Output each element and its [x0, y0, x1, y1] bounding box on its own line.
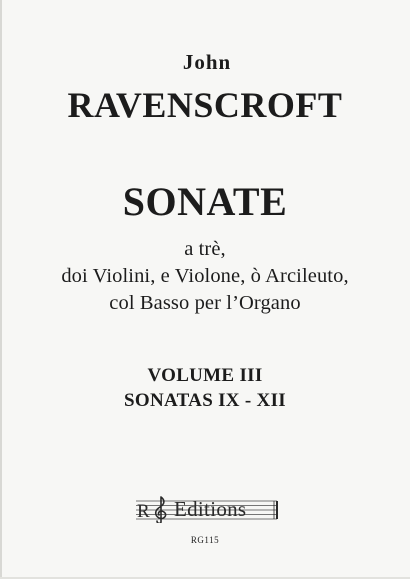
composer-last-name: RAVENSCROFT	[67, 85, 343, 125]
work-title: SONATE	[122, 179, 288, 224]
catalog-number: RG115	[190, 535, 220, 545]
publisher-logo	[134, 493, 280, 523]
volume-label: VOLUME III	[147, 365, 263, 386]
subtitle-line-1: a trè,	[184, 238, 226, 260]
sonatas-range: SONATAS IX - XII	[124, 390, 286, 411]
svg-text:R: R	[137, 501, 150, 522]
publisher-name: Editions	[174, 497, 247, 521]
subtitle-line-2: doi Violini, e Violone, ò Arcileuto,	[61, 265, 349, 287]
composer-first-name: John	[182, 50, 232, 74]
subtitle-line-3: col Basso per l’Organo	[109, 292, 301, 314]
